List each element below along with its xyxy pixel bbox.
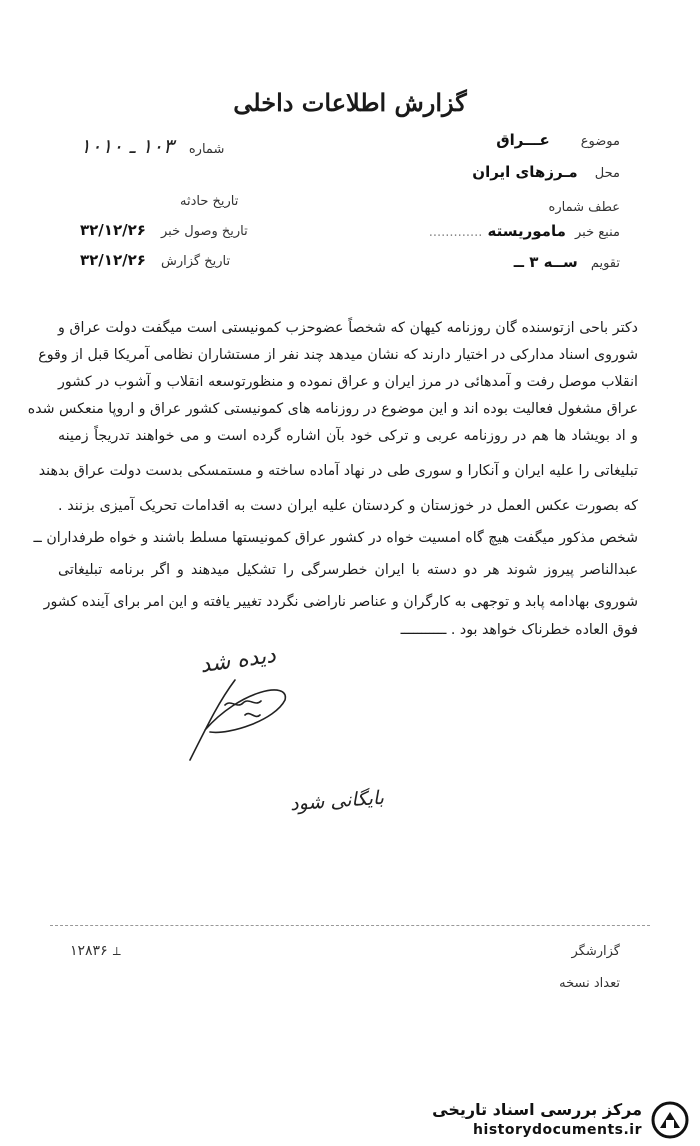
signature-scribble bbox=[150, 660, 300, 770]
document-code-value: ۱۲۸۳۶ bbox=[70, 943, 108, 959]
archive-branding bbox=[408, 1100, 694, 1140]
body-line: عراق مشغول فعالیت بوده اند و این موضوع در روزنامه های کمونیستی کشور عراق و اروپا منعکس شده bbox=[27, 401, 638, 417]
report-date-value: ۳۲/۱۲/۲۶ bbox=[80, 251, 146, 269]
footer-divider bbox=[50, 925, 650, 926]
body-line: شوروی بهادامه پابد و توجهی به کارگران و عناصر ناراضی نگردد تغییر یافته و این امر برای آینده کشور bbox=[43, 594, 638, 610]
handwritten-note-lower: بایگانی شود bbox=[289, 786, 385, 816]
archive-logo-icon bbox=[650, 1100, 690, 1140]
source-value: ماموریسته bbox=[487, 222, 566, 240]
copies-label: تعداد نسخه bbox=[559, 976, 620, 991]
page-title: گزارش اطلاعات داخلی bbox=[233, 88, 467, 117]
archive-name: مرکز بررسی اسناد تاریخی bbox=[432, 1100, 642, 1119]
subject-field bbox=[496, 130, 620, 149]
body-line: فوق العاده خطرناک خواهد بود . ـــــــــــ bbox=[400, 622, 638, 638]
reporter-label: گزارشگر bbox=[571, 944, 620, 959]
evaluation-label: تقویم bbox=[590, 256, 620, 271]
place-label: محل bbox=[594, 166, 620, 181]
event-date-label: تاریخ حادثه bbox=[180, 194, 239, 209]
subject-value: عـــراق bbox=[496, 131, 550, 149]
body-line: و اد بویشاد ها هم در روزنامه عربی و ترکی خود بآن اشاره گرده است و می خواهند تدریجاً زمینه bbox=[58, 428, 638, 444]
source-dots: ............. bbox=[428, 225, 483, 240]
report-date-field bbox=[80, 250, 230, 269]
source-field bbox=[429, 221, 620, 240]
evaluation-field bbox=[514, 252, 620, 271]
reporter-field bbox=[572, 940, 621, 959]
number-field bbox=[80, 134, 224, 158]
body-line: شوروی اسناد مدارکی در اختیار دارند که نشان میدهد چند نفر از مستشاران نظامی آمریکا قبل از وقوع bbox=[38, 347, 638, 363]
receipt-date-field bbox=[80, 220, 248, 239]
following-field bbox=[549, 196, 620, 215]
receipt-date-label: تاریخ وصول خبر bbox=[160, 224, 248, 239]
body-line: شخص مذکور میگفت هیچ گاه امسیت خواه در کشور عراق کمونیستها مسلط باشند و خواه طرفداران ــ bbox=[33, 530, 638, 546]
body-line: دکتر باحی ازتوسنده گان روزنامه کیهان که شخصاً عضوحزب کمونیستی است میگفت دولت عراق و bbox=[58, 320, 638, 336]
event-date-field bbox=[180, 190, 238, 209]
document-code: ۱۲۸۳۶ ⟂ bbox=[70, 943, 121, 959]
handwritten-note-upper: دیده شد bbox=[198, 642, 278, 679]
evaluation-value: ســه ۳ ــ bbox=[513, 253, 578, 271]
receipt-date-value: ۳۲/۱۲/۲۶ bbox=[80, 221, 146, 239]
following-label: عطف شماره bbox=[548, 200, 620, 215]
source-label: منبع خبر bbox=[575, 225, 620, 240]
number-label: شماره bbox=[188, 142, 225, 157]
copies-field bbox=[559, 972, 620, 991]
place-field bbox=[472, 162, 620, 181]
body-line: که بصورت عکس العمل در خوزستان و کردستان علیه ایران دست به اقدامات تحریک آمیزی بزنند . bbox=[58, 498, 638, 514]
place-value: مـرزهای ایران bbox=[472, 163, 578, 181]
subject-label: موضوع bbox=[580, 134, 620, 149]
archive-url: historydocuments.ir bbox=[473, 1122, 642, 1138]
body-line: انقلاب موصل رفت و آمدهائی در مرز ایران و عراق نموده و منظورتوسعه انقلاب و آشوب در کشور bbox=[58, 374, 638, 390]
number-value: ۱۰۳ ـ ۱۰۱۰ bbox=[80, 134, 174, 158]
report-date-label: تاریخ گزارش bbox=[160, 254, 231, 269]
body-line: عبدالناصر پیروز شوند هر دو دسته با ایران خطرسرگی را تشکیل میدهند و اگر برنامه تبلیغاتی bbox=[58, 562, 638, 578]
body-line: تبلیغاتی را علیه ایران و آنکارا و سوری طی در نهاد آماده ساخته و مستمسکی بدست دولت عراق بدهند bbox=[38, 463, 638, 479]
